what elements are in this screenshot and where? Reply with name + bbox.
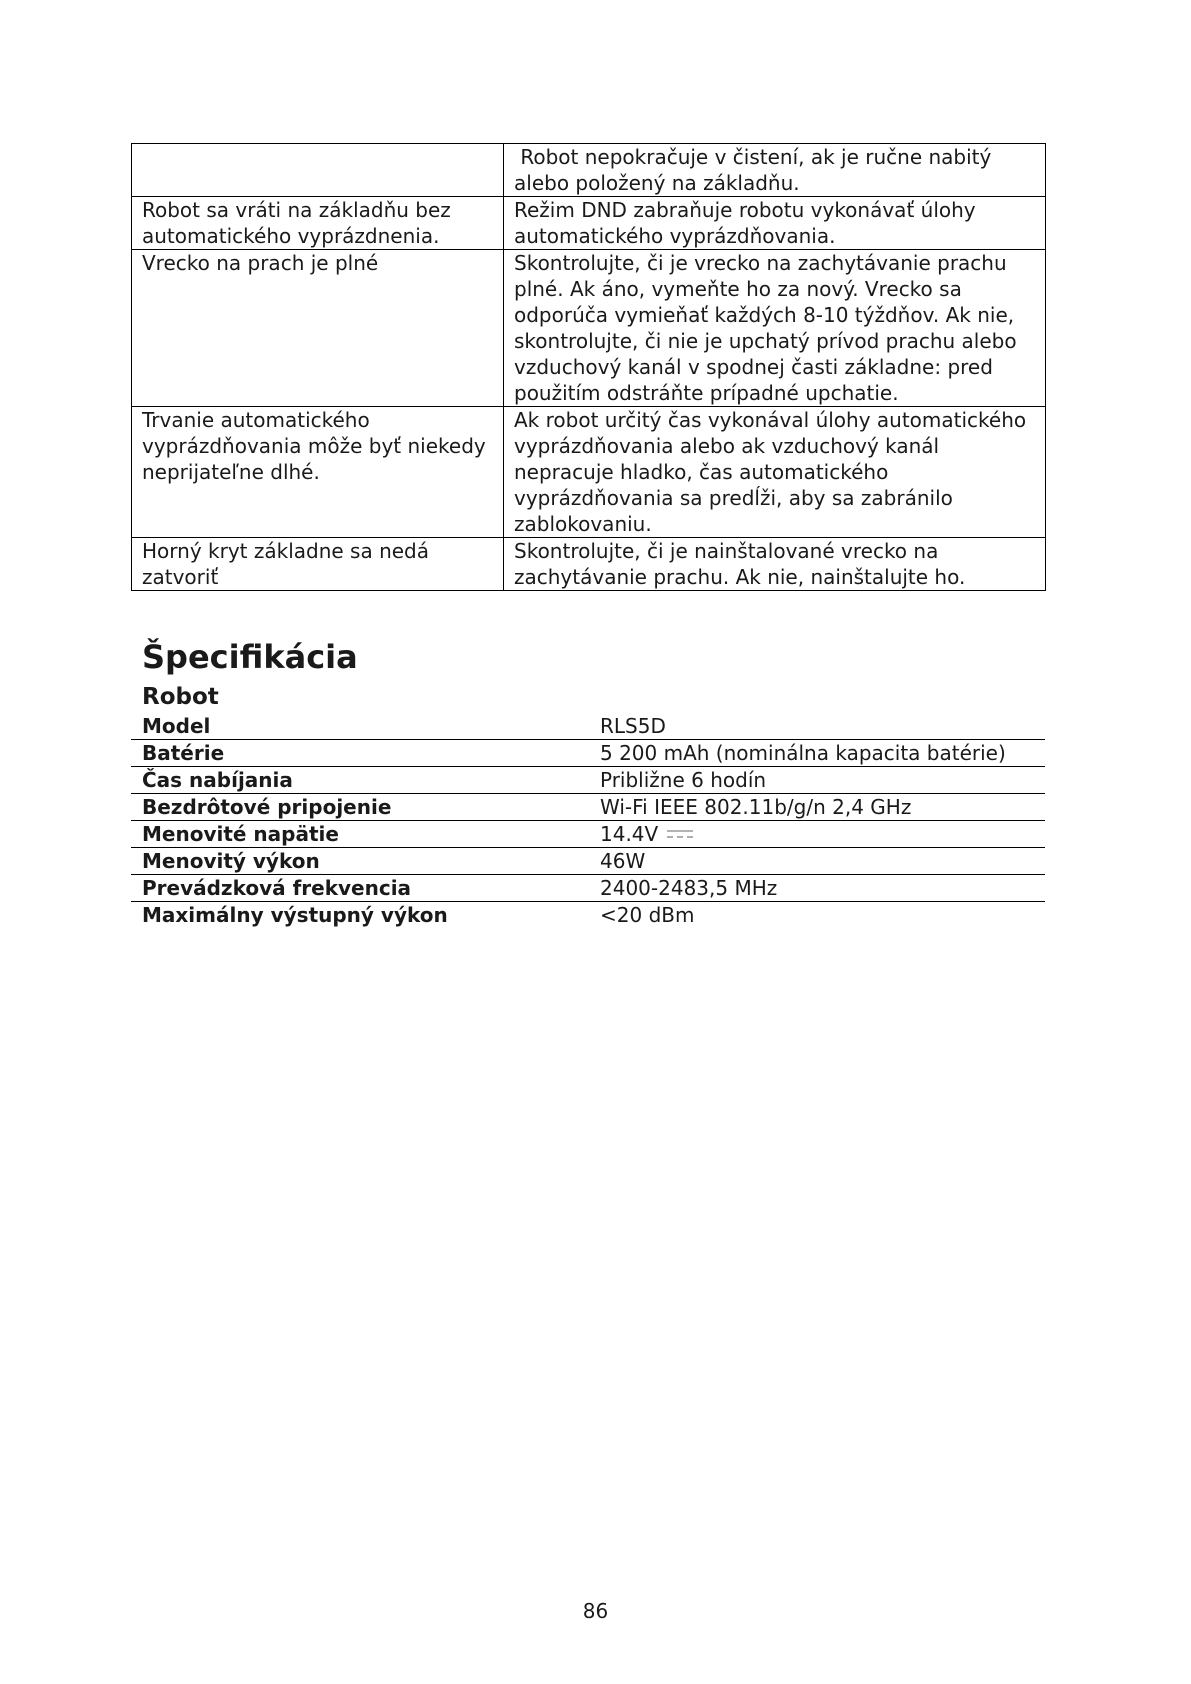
- solution-cell: Ak robot určitý čas vykonával úlohy automatického vyprázdňovania alebo ak vzduchový kanál nepracuje hladko, čas automatického vyprázdňovania sa predĺži, aby sa zabránilo zablokovaniu.: [504, 407, 1046, 538]
- table-row: [132, 407, 1046, 538]
- solution-cell: Robot nepokračuje v čistení, ak je ručne nabitý alebo položený na základňu.: [504, 144, 1046, 197]
- spec-label: Bezdrôtové pripojenie: [131, 794, 589, 821]
- spec-value: 2400-2483,5 MHz: [589, 875, 1045, 902]
- spec-row-model: [131, 713, 1045, 740]
- solution-cell: Režim DND zabraňuje robotu vykonávať úlohy automatického vyprázdňovania.: [504, 197, 1046, 250]
- spec-value: 5 200 mAh (nominálna kapacita batérie): [589, 740, 1045, 767]
- spec-value: 14.4V: [600, 822, 659, 846]
- spec-row-voltage: [131, 821, 1045, 848]
- dc-current-icon: [666, 828, 694, 840]
- problem-cell: [132, 144, 504, 197]
- spec-label: Menovitý výkon: [131, 848, 589, 875]
- spec-label: Čas nabíjania: [131, 767, 589, 794]
- spec-label: Prevádzková frekvencia: [131, 875, 589, 902]
- spec-row-charging-time: [131, 767, 1045, 794]
- spec-value-cell: [589, 821, 1045, 848]
- spec-row-power: [131, 848, 1045, 875]
- spec-row-frequency: [131, 875, 1045, 902]
- problem-cell: Vrecko na prach je plné: [132, 250, 504, 407]
- solution-cell: Skontrolujte, či je vrecko na zachytávanie prachu plné. Ak áno, vymeňte ho za nový. Vrecko sa odporúča vymieňať každých 8-10 týždňov. Ak nie, skontrolujte, či nie je upchatý prívod prachu alebo vzduchový kanál v spodnej časti základne: pred použitím odstráňte prípadné upchatie.: [504, 250, 1046, 407]
- spec-row-max-output: [131, 902, 1045, 929]
- problem-cell: Robot sa vráti na základňu bez automatického vyprázdnenia.: [132, 197, 504, 250]
- spec-label: Batérie: [131, 740, 589, 767]
- table-row: [132, 144, 1046, 197]
- section-subtitle: Robot: [142, 684, 219, 710]
- section-title: Špecifikácia: [142, 638, 358, 676]
- spec-value: Približne 6 hodín: [589, 767, 1045, 794]
- page-number: 86: [582, 1599, 609, 1623]
- spec-label: Menovité napätie: [131, 821, 589, 848]
- troubleshooting-table: [131, 143, 1046, 591]
- spec-value: Wi-Fi IEEE 802.11b/g/n 2,4 GHz: [589, 794, 1045, 821]
- spec-row-wireless: [131, 794, 1045, 821]
- specification-table: [131, 713, 1045, 928]
- spec-label: Maximálny výstupný výkon: [142, 903, 448, 927]
- problem-cell: Horný kryt základne sa nedá zatvoriť: [132, 538, 504, 591]
- spec-value: 46W: [589, 848, 1045, 875]
- table-row: [132, 197, 1046, 250]
- problem-cell: Trvanie automatického vyprázdňovania môže byť niekedy neprijateľne dlhé.: [132, 407, 504, 538]
- table-row: [132, 538, 1046, 591]
- solution-cell: Skontrolujte, či je nainštalované vrecko na zachytávanie prachu. Ak nie, nainštalujte ho.: [504, 538, 1046, 591]
- spec-value: RLS5D: [589, 713, 1045, 740]
- spec-label: Model: [131, 713, 589, 740]
- spec-value: <20 dBm: [600, 903, 695, 927]
- spec-row-battery: [131, 740, 1045, 767]
- table-row: [132, 250, 1046, 407]
